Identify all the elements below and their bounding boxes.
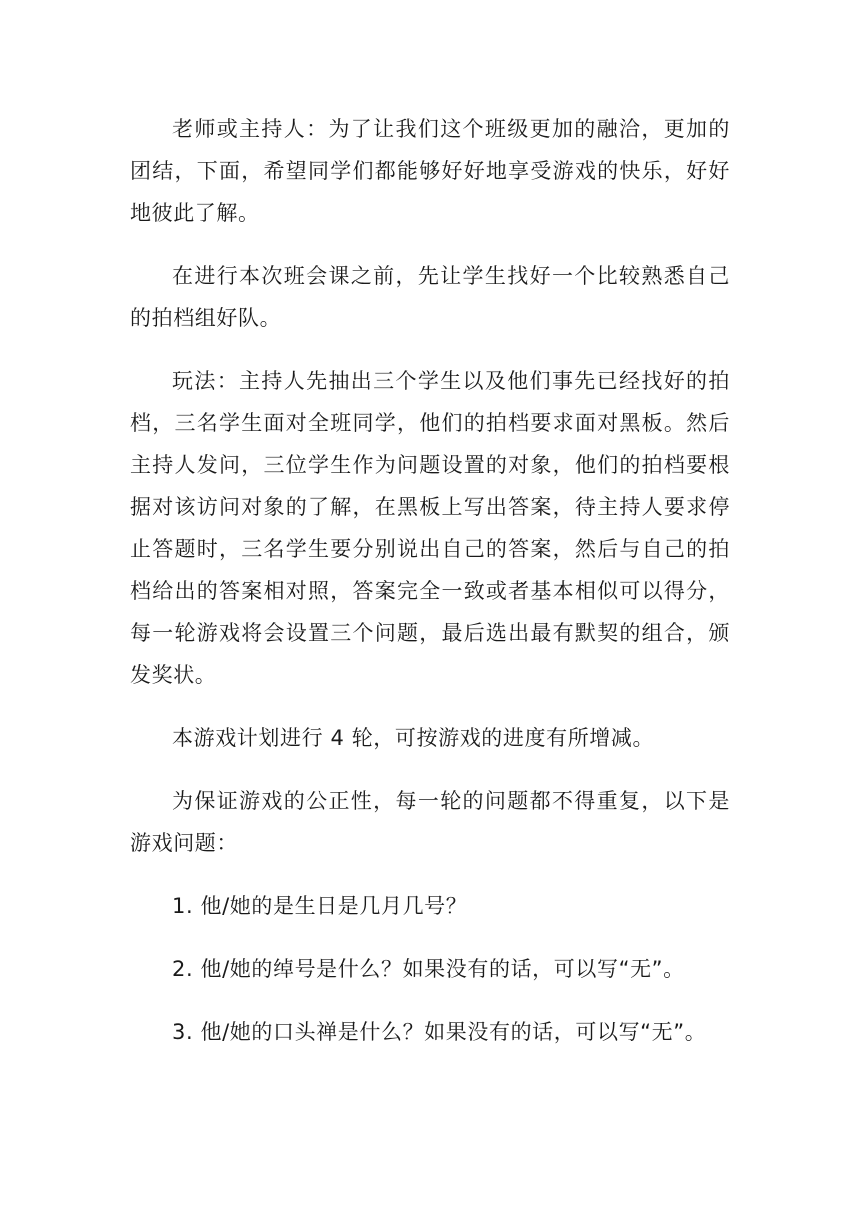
paragraph-host-intro: 老师或主持人：为了让我们这个班级更加的融洽，更加的团结，下面，希望同学们都能够好好地享受游戏的快乐，好好地彼此了解。	[130, 117, 730, 225]
paragraph-questions-intro: 为保证游戏的公正性，每一轮的问题都不得重复，以下是游戏问题：	[130, 789, 730, 855]
question-item-3: 3. 他/她的口头禅是什么？如果没有的话，可以写“无”。	[172, 1020, 707, 1044]
paragraph-team-setup: 在进行本次班会课之前，先让学生找好一个比较熟悉自己的拍档组好队。	[130, 264, 730, 330]
paragraph-round-plan: 本游戏计划进行 4 轮，可按游戏的进度有所增减。	[172, 726, 655, 750]
question-item-2: 2. 他/她的绰号是什么？如果没有的话，可以写“无”。	[172, 957, 685, 981]
document-body	[130, 108, 730, 1053]
question-item-1: 1. 他/她的是生日是几月几号？	[172, 894, 468, 918]
paragraph-game-rules: 玩法：主持人先抽出三个学生以及他们事先已经找好的拍档，三名学生面对全班同学，他们的拍档要求面对黑板。然后主持人发问，三位学生作为问题设置的对象，他们的拍档要根据对该访问对象的了解，在黑板上写出答案，待主持人要求停止答题时，三名学生要分别说出自己的答案，然后与自己的拍档给出的答案相对照，答案完全一致或者基本相似可以得分，每一轮游戏将会设置三个问题，最后选出最有默契的组合，颁发奖状。	[130, 369, 730, 687]
